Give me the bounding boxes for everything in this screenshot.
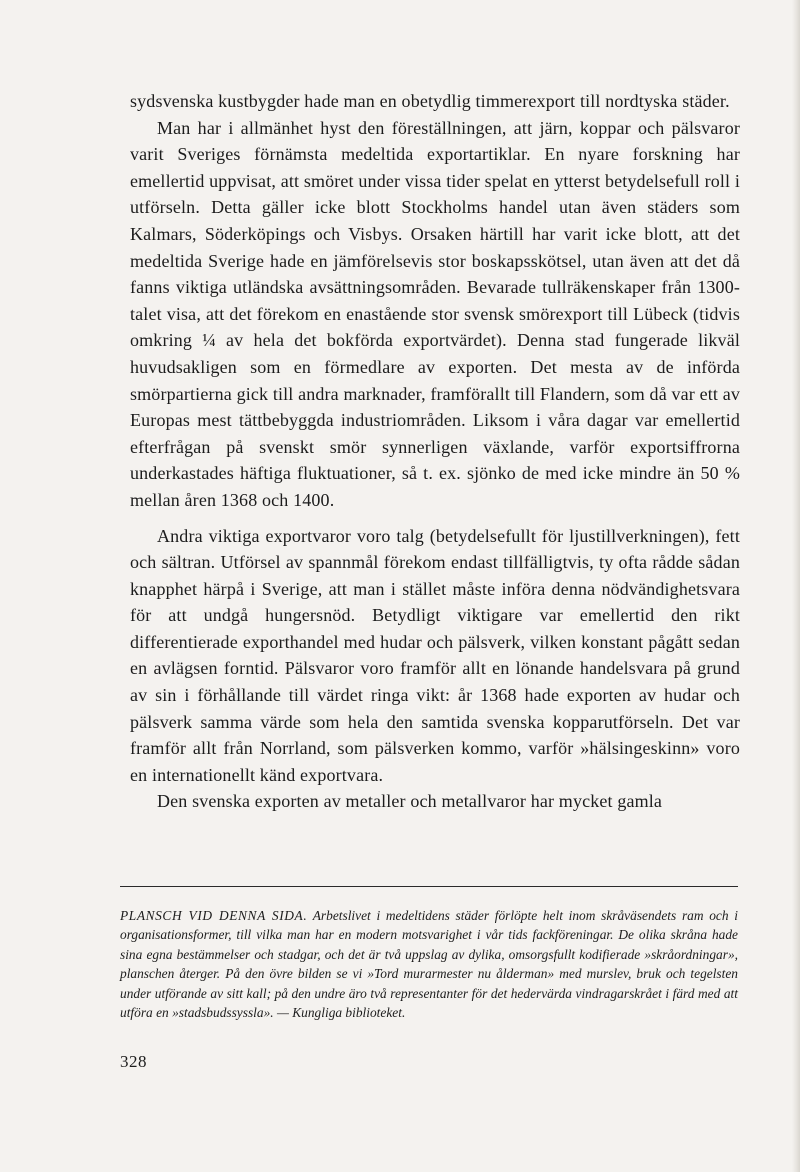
paragraph-4: Den svenska exporten av metaller och metallvaror har mycket gamla (157, 791, 663, 812)
paragraph-1: sydsvenska kustbygder hade man en obetydlig timmerexport till nordtyska städer. (130, 91, 730, 111)
caption-lead: PLANSCH VID DENNA SIDA. (120, 908, 308, 923)
paragraph-3: Andra viktiga exportvaror voro talg (betydelsefullt för ljustillverkningen), fett och sältran. Utförsel av spannmål förekom endast tillfälligtvis, ty ofta rådde sådan knapphet härpå i Sverige, att man i stället måste införa denna nödvändighetsvara för att undgå hungersnöd. Betydligt viktigare var emellertid den rikt differentierade exporthandel med hudar och pälsverk, vilken konstant pågått sedan en avlägsen forntid. Pälsvaror voro framför allt en lönande handelsvara på grund av sin i förhållande till värdet ringa vikt: år 1368 hade exporten av hudar och pälsverk samma värde som hela den samtida svenska kopparutförseln. Det var framför allt från Norrland, som pälsverken kommo, varför »hälsingeskinn» voro en internationellt känd exportvara. (130, 525, 740, 785)
caption-divider (120, 886, 738, 887)
caption-text: Arbetslivet i medeltidens städer förlöpte helt inom skråväsendets ram och i organisationsformer, till vilka man har en modern motsvarighet i vår tids fackföreningar. De olika skråna hade sina egna bestämmelser och stadgar, och det är två uppslag av dylika, omsorgsfullt kodifierade »skråordningar», planschen återger. På den övre bilden se vi »Tord murarmester nu ålderman» med murslev, bruk och tegelsten under utförande av sitt kall; på den undre äro två representanter för det hedervärda vindragarskrået i färd med att utföra en »stadsbudssyssla». — Kungliga biblioteket. (120, 908, 738, 1021)
plate-caption (120, 906, 738, 1022)
page-edge-shadow (792, 0, 800, 1172)
paragraph-2: Man har i allmänhet hyst den föreställningen, att järn, koppar och pälsvaror varit Sveriges förnämsta medeltida exportartiklar. En nyare forskning har emellertid uppvisat, att smöret under vissa tider spelat en ytterst betydelsefull roll i utförseln. Detta gäller icke blott Stockholms handel utan även städers som Kalmars, Söderköpings och Visbys. Orsaken härtill har varit icke blott, att det medeltida Sverige hade en jämförelsevis stor boskapsskötsel, utan även att det då fanns viktiga utländska avsättningsområden. Bevarade tullräkenskaper från 1300-talet visa, att det förekom en enastående stor svensk smörexport till Lübeck (tidvis omkring ¼ av hela det bokförda exportvärdet). Denna stad fungerade likväl huvudsakligen som en förmedlare av exporten. Det mesta av de införda smörpartierna gick till andra marknader, framförallt till Flandern, som då var ett av Europas mest tättbebyggda industriområden. Liksom i våra dagar var emellertid efterfrågan på svenskt smör synnerligen växlande, varför exportsiffrorna underkastades häftiga fluktuationer, så t. ex. sjönko de med icke mindre än 50 % mellan åren 1368 och 1400. (130, 117, 740, 510)
body-text (130, 88, 740, 815)
page-number: 328 (120, 1052, 147, 1071)
